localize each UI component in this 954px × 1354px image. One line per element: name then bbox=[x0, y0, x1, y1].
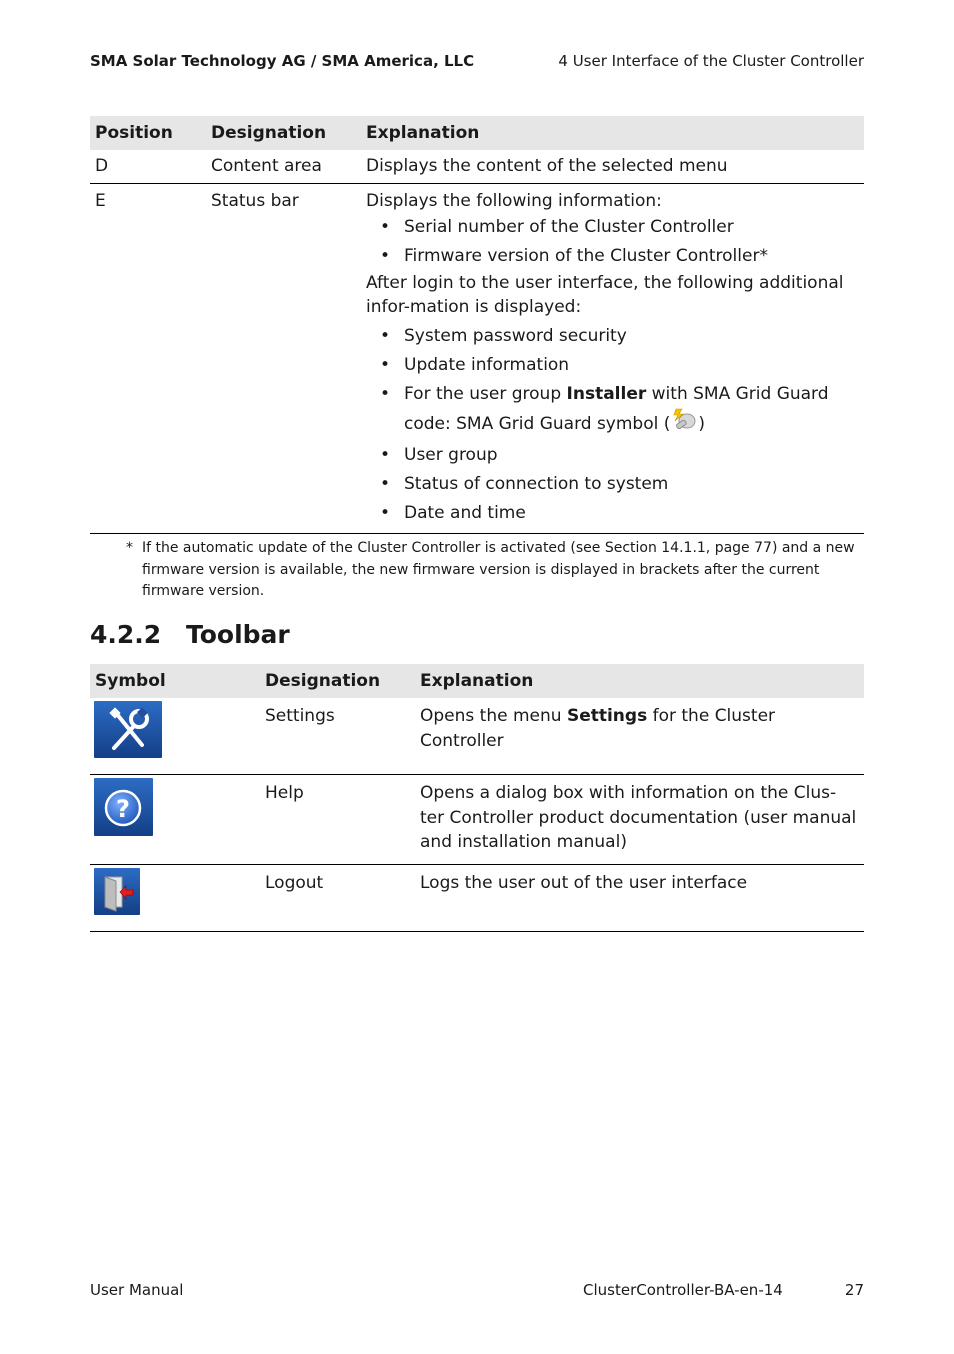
cell-symbol bbox=[90, 865, 260, 932]
logout-door-icon bbox=[94, 868, 140, 915]
cell-explanation: Logs the user out of the user interface bbox=[415, 865, 864, 932]
table-header-row bbox=[90, 664, 864, 698]
grid-guard-text-after: with SMA Grid Guard code: SMA Grid Guard symbol ( bbox=[404, 384, 829, 434]
col-header-symbol: Symbol bbox=[90, 664, 260, 698]
footer-page-number: 27 bbox=[844, 1281, 864, 1299]
settings-wrench-screwdriver-icon bbox=[94, 701, 162, 758]
list-item bbox=[366, 380, 859, 441]
grid-guard-text-before: For the user group bbox=[404, 384, 567, 404]
cell-explanation: Opens a dialog box with information on the Clus-ter Controller product documentation (user manual and installation manual) bbox=[415, 775, 864, 865]
svg-text:?: ? bbox=[116, 795, 130, 823]
list-item: • Serial number of the Cluster Controller bbox=[366, 213, 859, 242]
table-row bbox=[90, 150, 864, 184]
grid-guard-text-close: ) bbox=[698, 414, 706, 434]
cell-position: E bbox=[90, 184, 206, 534]
cell-designation: Settings bbox=[260, 698, 415, 775]
installer-bold: Installer bbox=[566, 384, 647, 404]
header-company: SMA Solar Technology AG / SMA America, LLC bbox=[90, 52, 475, 70]
col-header-position: Position bbox=[90, 116, 206, 150]
position-table bbox=[90, 116, 864, 534]
list-item: • Status of connection to system bbox=[366, 470, 859, 499]
section-title: Toolbar bbox=[186, 620, 290, 649]
list-item: • Update information bbox=[366, 351, 859, 380]
footnote-mark: * bbox=[126, 540, 133, 556]
list-item: • Firmware version of the Cluster Controller* bbox=[366, 242, 859, 271]
after-login-text: After login to the user interface, the following additional infor-mation is displayed: bbox=[366, 273, 844, 317]
col-header-explanation: Explanation bbox=[361, 116, 864, 150]
expl-text-before: Opens the menu bbox=[420, 706, 567, 726]
toolbar-table bbox=[90, 664, 864, 932]
col-header-explanation: Explanation bbox=[415, 664, 864, 698]
grid-guard-icon bbox=[670, 408, 698, 441]
cell-designation: Logout bbox=[260, 865, 415, 932]
cell-position: D bbox=[90, 150, 206, 184]
cell-designation: Content area bbox=[206, 150, 361, 184]
col-header-designation: Designation bbox=[206, 116, 361, 150]
cell-explanation: Displays the content of the selected menu bbox=[361, 150, 864, 184]
cell-explanation bbox=[415, 698, 864, 775]
table-header-row bbox=[90, 116, 864, 150]
cell-explanation bbox=[361, 184, 864, 534]
cell-symbol bbox=[90, 698, 260, 775]
table-row bbox=[90, 775, 864, 865]
table-row bbox=[90, 865, 864, 932]
status-bar-intro: Displays the following information: bbox=[366, 191, 662, 211]
settings-bold: Settings bbox=[566, 706, 648, 726]
footnote bbox=[126, 538, 856, 603]
footer-manual-type: User Manual bbox=[90, 1281, 184, 1299]
section-number: 4.2.2 bbox=[90, 620, 162, 649]
cell-designation: Status bar bbox=[206, 184, 361, 534]
bullet-list bbox=[366, 213, 859, 271]
help-question-icon bbox=[94, 778, 153, 836]
cell-designation: Help bbox=[260, 775, 415, 865]
footer-doc-id: ClusterController-BA-en-14 bbox=[583, 1281, 783, 1299]
col-header-designation: Designation bbox=[260, 664, 415, 698]
list-item: • System password security bbox=[366, 322, 859, 351]
cell-symbol bbox=[90, 775, 260, 865]
expl-text-after: for the Cluster Controller bbox=[420, 706, 776, 751]
table-row bbox=[90, 184, 864, 534]
footnote-text: If the automatic update of the Cluster Controller is activated (see Section 14.1.1, page 77) and a new firmware version is available, the new firmware version is displayed in brackets after the current firmware version. bbox=[142, 540, 855, 599]
header-chapter: 4 User Interface of the Cluster Controller bbox=[558, 52, 864, 70]
table-row bbox=[90, 698, 864, 775]
list-item: • User group bbox=[366, 441, 859, 470]
list-item: • Date and time bbox=[366, 499, 859, 528]
section-heading bbox=[90, 620, 290, 649]
bullet-list bbox=[366, 322, 859, 528]
